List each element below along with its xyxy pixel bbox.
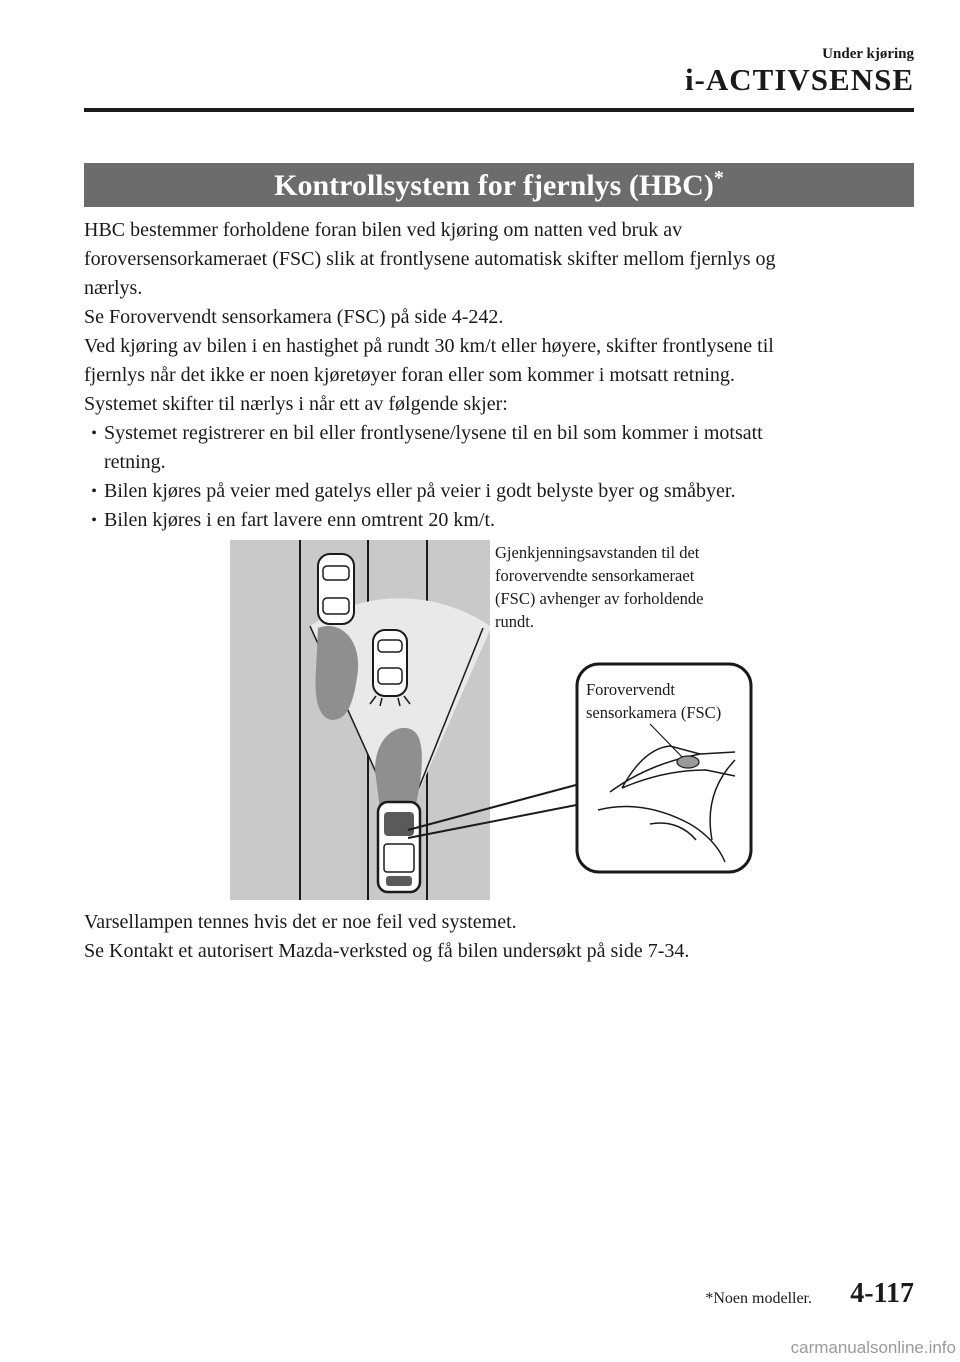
- list-item-text: Bilen kjøres i en fart lavere enn omtrent 20 km/t.: [104, 509, 495, 531]
- asterisk-mark: *: [713, 167, 724, 189]
- header-divider: [84, 108, 914, 112]
- intro-text: [84, 216, 914, 419]
- callout-line: Forovervendt: [586, 680, 675, 699]
- note-line: (FSC) avhenger av forholdende: [495, 589, 704, 608]
- list-item: [84, 506, 914, 535]
- bullet-icon: •: [91, 512, 97, 529]
- page-reference: Se Kontakt et autorisert Mazda-verksted og få bilen undersøkt på side 7-34.: [84, 940, 690, 962]
- list-item-text: Bilen kjøres på veier med gatelys eller på veier i godt belyste byer og småbyer.: [104, 480, 736, 502]
- list-item-text: Systemet registrerer en bil eller frontlysene/lysene til en bil som kommer i motsatt: [104, 422, 763, 444]
- camera-icon: [677, 756, 699, 768]
- section-heading-bar: [84, 163, 914, 207]
- intro-line: Ved kjøring av bilen i en hastighet på rundt 30 km/t eller høyere, skifter frontlysene til: [84, 335, 774, 357]
- footnote: *Noen modeller.: [705, 1290, 812, 1307]
- list-item: [84, 477, 914, 506]
- chapter-title: Under kjøring: [822, 46, 914, 62]
- camera-callout-label: [586, 678, 721, 724]
- own-vehicle-icon: [378, 802, 420, 892]
- intro-line: Systemet skifter til nærlys i når ett av følgende skjer:: [84, 393, 508, 415]
- section-heading: Kontrollsystem for fjernlys (HBC): [274, 169, 714, 202]
- section-title: i-ACTIVSENSE: [684, 62, 914, 97]
- bullet-icon: •: [91, 483, 97, 500]
- oncoming-car-icon: [318, 554, 354, 624]
- note-line: forovervendte sensorkameraet: [495, 566, 695, 585]
- bullet-icon: •: [91, 425, 97, 442]
- page-reference: Se Forovervendt sensorkamera (FSC) på side 4-242.: [84, 306, 504, 328]
- intro-line: nærlys.: [84, 277, 143, 299]
- warning-line: Varsellampen tennes hvis det er noe feil ved systemet.: [84, 911, 517, 933]
- watermark: carmanualsonline.info: [790, 1338, 956, 1357]
- list-item-text: retning.: [104, 451, 166, 473]
- detection-distance-note: [495, 541, 765, 633]
- note-line: rundt.: [495, 612, 534, 631]
- intro-line: foroversensorkameraet (FSC) slik at frontlysene automatisk skifter mellom fjernlys og: [84, 248, 776, 270]
- note-line: Gjenkjenningsavstanden til det: [495, 543, 700, 562]
- list-item: [84, 419, 914, 477]
- warning-text: [84, 908, 914, 966]
- callout-line: sensorkamera (FSC): [586, 703, 722, 722]
- intro-line: HBC bestemmer forholdene foran bilen ved kjøring om natten ved bruk av: [84, 219, 683, 241]
- intro-line: fjernlys når det ikke er noen kjøretøyer foran eller som kommer i motsatt retning.: [84, 364, 735, 386]
- bullet-list: [84, 419, 914, 535]
- page-number: 4-117: [850, 1278, 914, 1309]
